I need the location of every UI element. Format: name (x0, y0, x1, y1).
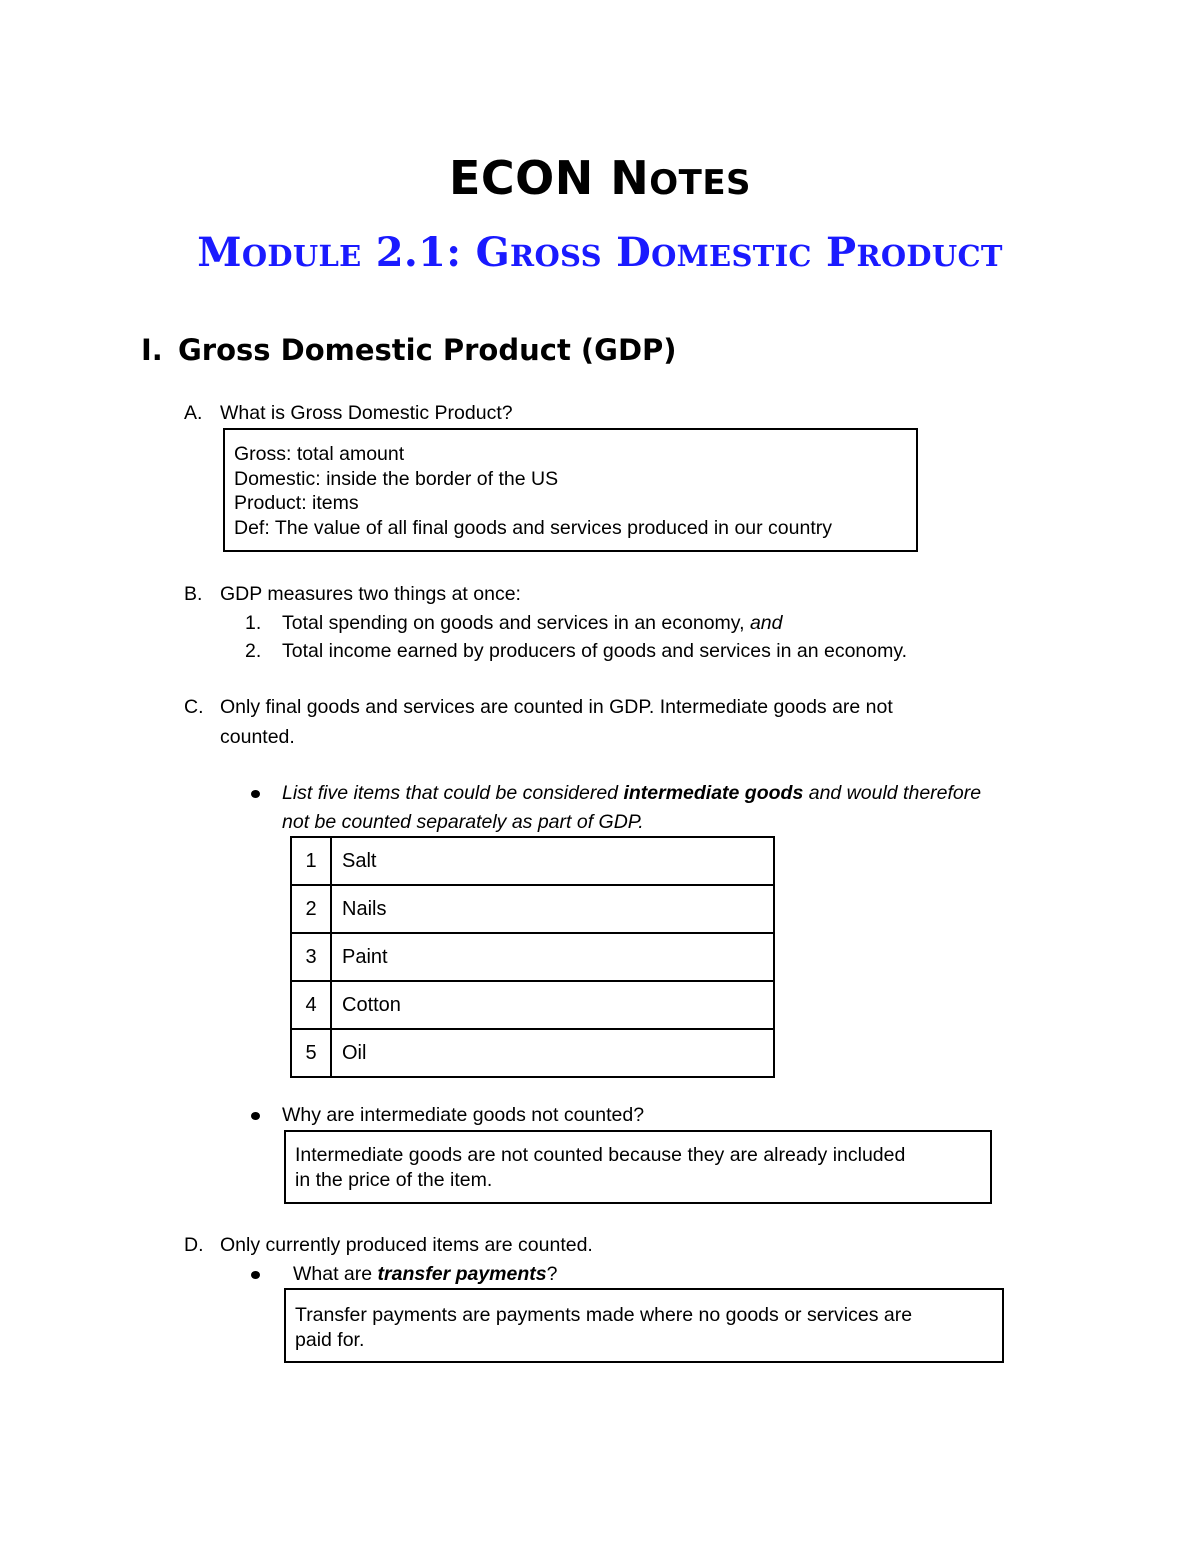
module-subtitle: MODULE 2.1: GROSS DOMESTIC PRODUCT (197, 229, 1003, 276)
row-item: Cotton (331, 981, 774, 1029)
table-row (291, 981, 774, 1029)
item-b-text: GDP measures two things at once: (220, 583, 521, 605)
answer-box-transfer-payments (284, 1288, 1004, 1363)
row-item: Nails (331, 885, 774, 933)
row-item: Salt (331, 837, 774, 885)
answer-line: Domestic: inside the border of the US (234, 467, 559, 490)
answer-line: Def: The value of all final goods and services produced in our country (234, 516, 832, 539)
item-c-line1: Only final goods and services are counted in GDP. Intermediate goods are not (220, 696, 893, 718)
section-heading (141, 330, 677, 370)
item-b-marker: B. (184, 583, 203, 605)
row-number: 2 (291, 885, 331, 933)
bullet-icon (251, 790, 260, 798)
answer-line: Gross: total amount (234, 443, 405, 465)
row-item: Oil (331, 1029, 774, 1077)
intermediate-goods-table (290, 836, 775, 1078)
item-a-question: What is Gross Domestic Product? (220, 402, 513, 424)
item-b-1-text: Total spending on goods and services in an economy, (282, 612, 750, 634)
answer-line: Transfer payments are payments made where no goods or services are (295, 1304, 913, 1326)
row-number: 3 (291, 933, 331, 981)
answer-line: in the price of the item. (295, 1168, 493, 1191)
why-question: Why are intermediate goods not counted? (282, 1104, 645, 1126)
item-b-2-text: Total income earned by producers of goods and services in an economy. (282, 640, 908, 662)
bullet-icon (251, 1271, 260, 1279)
answer-line: Intermediate goods are not counted because they are already included (295, 1144, 906, 1166)
row-number: 1 (291, 837, 331, 885)
item-b-1-marker: 1. (245, 612, 262, 634)
item-d-text: Only currently produced items are counted. (220, 1234, 593, 1256)
item-c-marker: C. (184, 696, 204, 718)
document-title: ECON NOTES (448, 151, 752, 205)
table-row (291, 1029, 774, 1077)
table-row (291, 885, 774, 933)
row-number: 4 (291, 981, 331, 1029)
answer-line: paid for. (295, 1328, 365, 1351)
table-row (291, 933, 774, 981)
answer-box-why-not-counted (284, 1130, 992, 1204)
bullet-icon (251, 1112, 260, 1120)
item-a-marker: A. (184, 402, 203, 424)
item-b-1-emphasis: and (749, 612, 783, 634)
row-item: Paint (331, 933, 774, 981)
section-heading-text: Gross Domestic Product (GDP) (178, 333, 677, 367)
row-number: 5 (291, 1029, 331, 1077)
intermediate-goods-prompt: List five items that could be considered intermediate goods and would therefore (282, 782, 982, 804)
item-c-line2: counted. (220, 726, 295, 748)
table-row (291, 837, 774, 885)
answer-box-gdp-definition (223, 428, 918, 552)
section-number: I. (141, 333, 163, 367)
transfer-payments-question: What are transfer payments? (293, 1263, 558, 1285)
item-d-marker: D. (184, 1234, 204, 1256)
intermediate-goods-prompt-line2: not be counted separately as part of GDP. (282, 811, 644, 833)
answer-line: Product: items (234, 492, 359, 514)
item-b-2-marker: 2. (245, 640, 262, 662)
